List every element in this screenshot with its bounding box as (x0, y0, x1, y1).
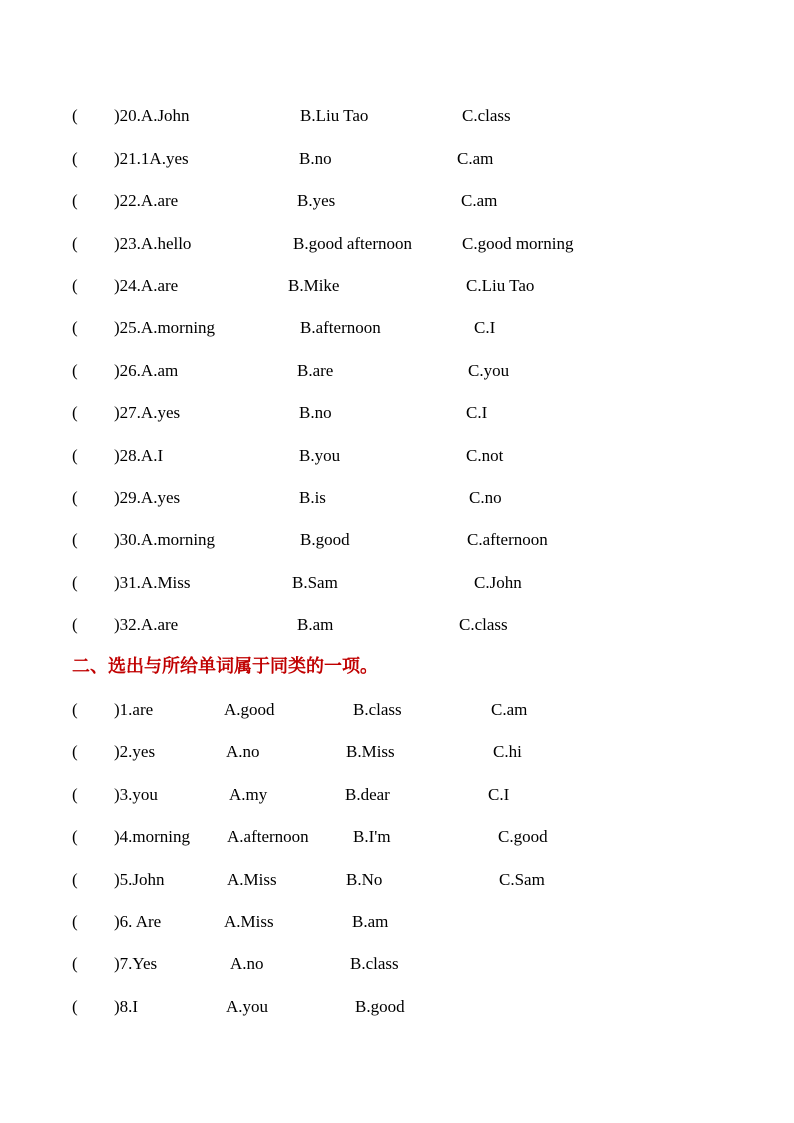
question-row (0, 996, 794, 1018)
answer-blank[interactable]: ( (72, 573, 78, 592)
option-b: B.am (352, 912, 389, 931)
question-number-option-a: )22.A.are (114, 191, 179, 210)
option-a: A.Miss (227, 870, 277, 889)
question-number-option-a: )25.A.morning (114, 318, 216, 337)
answer-blank[interactable]: ( (72, 827, 78, 846)
answer-blank[interactable]: ( (72, 785, 78, 804)
answer-blank[interactable]: ( (72, 149, 78, 168)
question-number-option-a: )26.A.am (114, 361, 179, 380)
option-b: B.No (346, 870, 383, 889)
option-c: C.I (474, 318, 496, 337)
option-c: C.you (468, 361, 510, 380)
option-b: B.are (297, 361, 334, 380)
option-c: C.no (469, 488, 502, 507)
answer-blank[interactable]: ( (72, 234, 78, 253)
option-b: B.class (350, 954, 399, 973)
answer-blank[interactable]: ( (72, 106, 78, 125)
option-c: C.am (491, 700, 528, 719)
option-b: B.class (353, 700, 402, 719)
question-row (0, 148, 794, 170)
option-a: A.Miss (224, 912, 274, 931)
question-row (0, 445, 794, 467)
answer-blank[interactable]: ( (72, 361, 78, 380)
question-row (0, 233, 794, 255)
option-c: C.good (498, 827, 548, 846)
question-word: )4.morning (114, 827, 191, 846)
option-b: B.no (299, 403, 332, 422)
question-number-option-a: )32.A.are (114, 615, 179, 634)
option-b: B.Liu Tao (300, 106, 369, 125)
option-b: B.good (300, 530, 350, 549)
option-b: B.no (299, 149, 332, 168)
answer-blank[interactable]: ( (72, 191, 78, 210)
question-row (0, 741, 794, 763)
option-c: C.afternoon (467, 530, 548, 549)
question-word: )6. Are (114, 912, 162, 931)
option-c: C.John (474, 573, 522, 592)
section-heading: 二、选出与所给单词属于同类的一项。 (72, 656, 378, 677)
option-a: A.no (230, 954, 264, 973)
answer-blank[interactable]: ( (72, 488, 78, 507)
answer-blank[interactable]: ( (72, 403, 78, 422)
option-c: C.am (461, 191, 498, 210)
question-number-option-a: )27.A.yes (114, 403, 181, 422)
option-a: A.you (226, 997, 269, 1016)
question-word: )7.Yes (114, 954, 158, 973)
question-row (0, 529, 794, 551)
option-c: C.good morning (462, 234, 574, 253)
answer-blank[interactable]: ( (72, 954, 78, 973)
question-row (0, 317, 794, 339)
option-c: C.class (459, 615, 508, 634)
question-number-option-a: )31.A.Miss (114, 573, 191, 592)
question-word: )5.John (114, 870, 165, 889)
answer-blank[interactable]: ( (72, 912, 78, 931)
option-c: C.I (488, 785, 510, 804)
option-b: B.am (297, 615, 334, 634)
option-a: A.afternoon (227, 827, 309, 846)
option-b: B.Mike (288, 276, 340, 295)
answer-blank[interactable]: ( (72, 997, 78, 1016)
question-word: )8.I (114, 997, 139, 1016)
question-row (0, 826, 794, 848)
question-row (0, 487, 794, 509)
question-number-option-a: )21.1A.yes (114, 149, 189, 168)
option-c: C.I (466, 403, 488, 422)
option-b: B.Sam (292, 573, 338, 592)
option-c: C.not (466, 446, 504, 465)
question-number-option-a: )28.A.I (114, 446, 164, 465)
question-word: )3.you (114, 785, 158, 804)
question-row (0, 699, 794, 721)
question-word: )1.are (114, 700, 154, 719)
option-c: C.Sam (499, 870, 545, 889)
question-row (0, 869, 794, 891)
option-b: B.you (299, 446, 341, 465)
question-row (0, 105, 794, 127)
question-number-option-a: )23.A.hello (114, 234, 192, 253)
option-c: C.am (457, 149, 494, 168)
option-b: B.dear (345, 785, 390, 804)
option-c: C.hi (493, 742, 522, 761)
option-b: B.Miss (346, 742, 395, 761)
answer-blank[interactable]: ( (72, 276, 78, 295)
option-a: A.good (224, 700, 275, 719)
question-row (0, 953, 794, 975)
option-b: B.I'm (353, 827, 391, 846)
question-row (0, 190, 794, 212)
option-b: B.is (299, 488, 326, 507)
answer-blank[interactable]: ( (72, 446, 78, 465)
question-number-option-a: )24.A.are (114, 276, 179, 295)
answer-blank[interactable]: ( (72, 615, 78, 634)
question-row (0, 402, 794, 424)
question-row (0, 275, 794, 297)
question-word: )2.yes (114, 742, 156, 761)
option-a: A.no (226, 742, 260, 761)
option-c: C.Liu Tao (466, 276, 535, 295)
question-row (0, 911, 794, 933)
question-number-option-a: )20.A.John (114, 106, 190, 125)
answer-blank[interactable]: ( (72, 318, 78, 337)
option-a: A.my (229, 785, 268, 804)
answer-blank[interactable]: ( (72, 742, 78, 761)
option-b: B.good (355, 997, 405, 1016)
question-row (0, 360, 794, 382)
option-c: C.class (462, 106, 511, 125)
answer-blank[interactable]: ( (72, 700, 78, 719)
answer-blank[interactable]: ( (72, 870, 78, 889)
question-row (0, 784, 794, 806)
question-number-option-a: )29.A.yes (114, 488, 181, 507)
question-row (0, 572, 794, 594)
question-row (0, 614, 794, 636)
option-b: B.good afternoon (293, 234, 412, 253)
option-b: B.yes (297, 191, 336, 210)
question-number-option-a: )30.A.morning (114, 530, 216, 549)
answer-blank[interactable]: ( (72, 530, 78, 549)
option-b: B.afternoon (300, 318, 381, 337)
